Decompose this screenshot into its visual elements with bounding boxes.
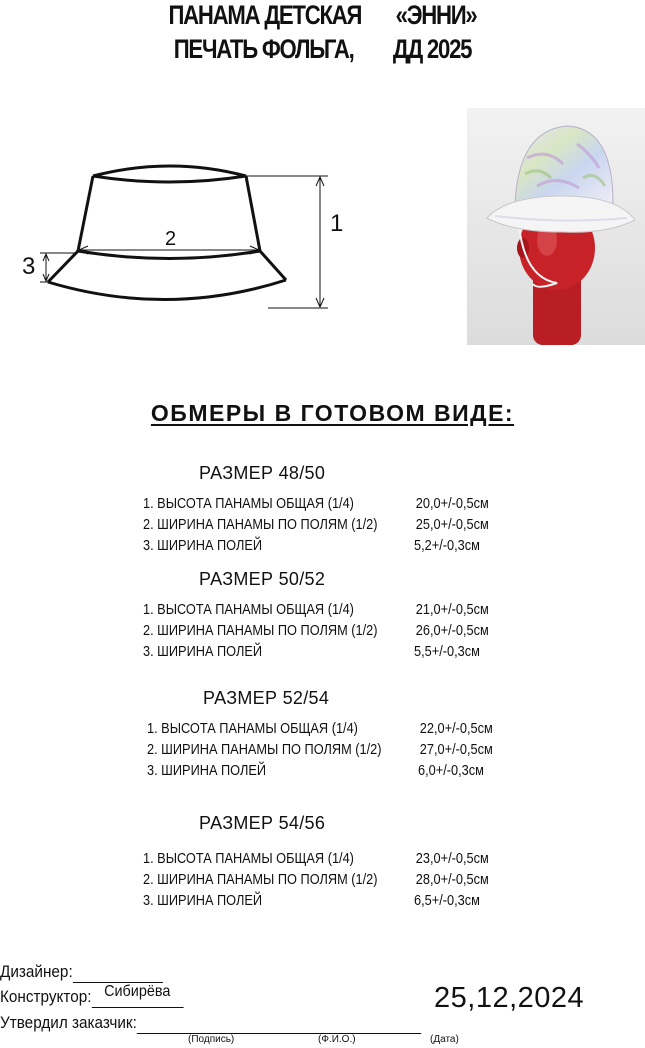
crown-bottom-seam — [78, 251, 260, 259]
crown-left-side — [78, 176, 93, 251]
size-heading-52-54: РАЗМЕР 52/54 — [203, 688, 330, 708]
print-type: ПЕЧАТЬ ФОЛЬГА, — [173, 34, 354, 64]
model-name: «ЭННИ» — [395, 0, 477, 30]
crown-top-back-edge — [93, 166, 246, 176]
dimension-label-1: 1 — [330, 210, 344, 237]
measure-label: 2. ШИРИНА ПАНАМЫ ПО ПОЛЯМ (1/2) — [143, 517, 378, 533]
constructor-label: Конструктор: — [0, 987, 92, 1006]
measure-value: 6,5+/-0,3см — [414, 893, 480, 909]
measure-value: 28,0+/-0,5см — [415, 872, 489, 888]
measure-label: 1. ВЫСОТА ПАНАМЫ ОБЩАЯ (1/4) — [147, 721, 358, 737]
measure-label: 1. ВЫСОТА ПАНАМЫ ОБЩАЯ (1/4) — [143, 496, 354, 512]
size-heading-54-56: РАЗМЕР 54/56 — [199, 813, 326, 833]
approval-blank — [137, 1013, 421, 1034]
crown-right-side — [246, 176, 260, 251]
brim-right-side — [260, 251, 286, 280]
measure-value: 5,5+/-0,3см — [414, 644, 480, 660]
measure-label: 3. ШИРИНА ПОЛЕЙ — [143, 538, 263, 554]
measure-value: 20,0+/-0,5см — [415, 496, 489, 512]
size-heading-48-50: РАЗМЕР 48/50 — [199, 463, 326, 483]
crown-top-front-edge — [93, 176, 246, 182]
constructor-blank — [91, 983, 183, 1008]
measure-label: 2. ШИРИНА ПАНАМЫ ПО ПОЛЯМ (1/2) — [147, 742, 382, 758]
measurements-section-title: ОБМЕРЫ В ГОТОВОМ ВИДЕ: — [150, 400, 515, 426]
designer-blank — [73, 962, 163, 983]
document-date: 25,12,2024 — [434, 982, 585, 1014]
measure-value: 22,0+/-0,5см — [419, 721, 493, 737]
measure-label: 1. ВЫСОТА ПАНАМЫ ОБЩАЯ (1/4) — [143, 851, 354, 867]
approval-signature-line — [0, 1013, 421, 1034]
measure-value: 5,2+/-0,3см — [414, 538, 480, 554]
caption-date: (Дата) — [430, 1034, 459, 1045]
brim-left-side — [48, 251, 78, 282]
measure-label: 2. ШИРИНА ПАНАМЫ ПО ПОЛЯМ (1/2) — [143, 623, 378, 639]
caption-full-name: (Ф.И.О.) — [318, 1034, 356, 1045]
season-code: ДД 2025 — [392, 34, 472, 64]
dimension-label-3: 3 — [22, 253, 36, 280]
measure-label: 2. ШИРИНА ПАНАМЫ ПО ПОЛЯМ (1/2) — [143, 872, 378, 888]
product-name: ПАНАМА ДЕТСКАЯ — [168, 0, 362, 30]
constructor-name: Сибирёва — [104, 983, 171, 1000]
designer-label: Дизайнер: — [0, 962, 73, 981]
document-title-line-2 — [58, 34, 587, 65]
measure-label: 3. ШИРИНА ПОЛЕЙ — [143, 644, 263, 660]
dimension-label-2: 2 — [165, 228, 177, 250]
measure-value: 23,0+/-0,5см — [415, 851, 489, 867]
measure-value: 25,0+/-0,5см — [415, 517, 489, 533]
size-heading-50-52: РАЗМЕР 50/52 — [199, 569, 326, 589]
caption-signature: (Подпись) — [188, 1034, 235, 1045]
hat-technical-drawing — [18, 158, 358, 318]
product-photo — [467, 108, 645, 345]
constructor-signature-line — [0, 983, 183, 1008]
measure-label: 3. ШИРИНА ПОЛЕЙ — [147, 763, 267, 779]
measure-value: 6,0+/-0,3см — [418, 763, 484, 779]
measure-label: 1. ВЫСОТА ПАНАМЫ ОБЩАЯ (1/4) — [143, 602, 354, 618]
measure-value: 26,0+/-0,5см — [415, 623, 489, 639]
measure-label: 3. ШИРИНА ПОЛЕЙ — [143, 893, 263, 909]
approved-label: Утвердил заказчик: — [0, 1013, 137, 1032]
brim-bottom-edge — [48, 280, 286, 300]
designer-signature-line — [0, 962, 163, 983]
measure-value: 21,0+/-0,5см — [415, 602, 489, 618]
measure-value: 27,0+/-0,5см — [419, 742, 493, 758]
document-title-line-1 — [58, 0, 587, 31]
